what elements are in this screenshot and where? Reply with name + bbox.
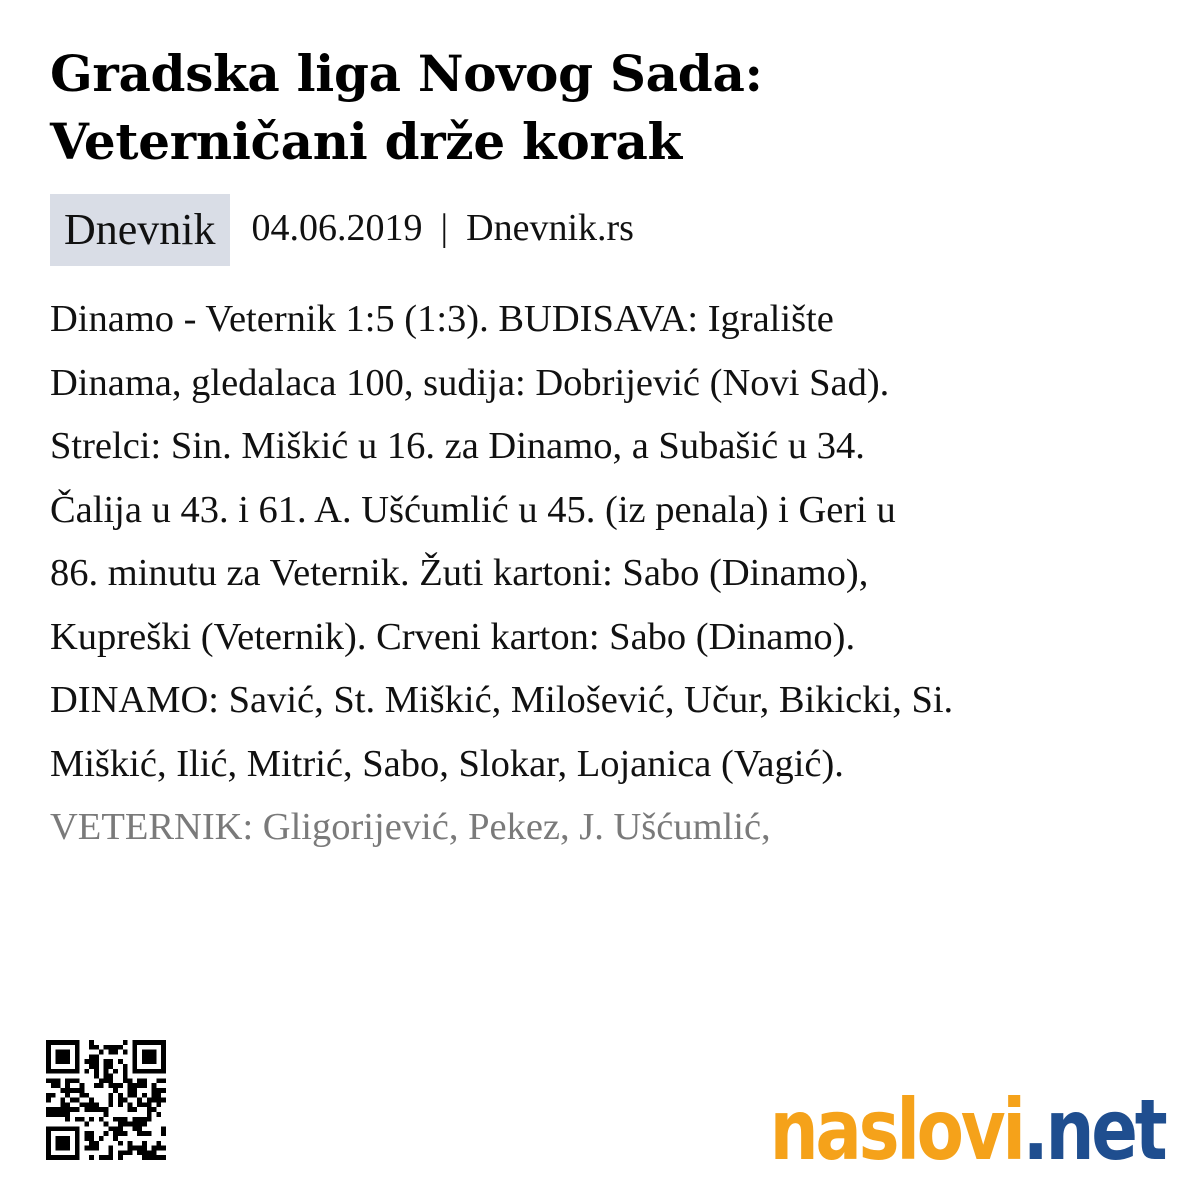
article-title-line-1: Gradska liga Novog Sada: bbox=[50, 44, 763, 103]
logo-text-net: .net bbox=[1022, 1081, 1164, 1179]
logo-text-naslovi: naslovi bbox=[769, 1081, 1023, 1179]
article-title bbox=[50, 40, 1160, 176]
body-line: 86. minutu za Veternik. Žuti kartoni: Sabo (Dinamo), bbox=[50, 552, 869, 594]
naslovi-logo[interactable] bbox=[769, 1062, 1164, 1179]
meta-info bbox=[252, 208, 634, 248]
body-line: Dinamo - Veternik 1:5 (1:3). BUDISAVA: Igralište bbox=[50, 298, 834, 340]
body-line: Kupreški (Veternik). Crveni karton: Sabo (Dinamo). bbox=[50, 615, 856, 658]
body-line: Dinama, gledalaca 100, sudija: Dobrijević (Novi Sad). bbox=[50, 361, 890, 404]
source-badge[interactable]: Dnevnik bbox=[50, 194, 230, 266]
body-line-faded: VETERNIK: Gligorijević, Pekez, J. Ušćumlić, bbox=[50, 806, 771, 848]
meta-separator: | bbox=[440, 207, 449, 249]
body-line: Strelci: Sin. Miškić u 16. za Dinamo, a Subašić u 34. bbox=[50, 425, 865, 467]
article-title-line-2: Veterničani drže korak bbox=[50, 112, 682, 171]
source-domain[interactable]: Dnevnik.rs bbox=[466, 207, 634, 249]
body-line: Miškić, Ilić, Mitrić, Sabo, Slokar, Lojanica (Vagić). bbox=[50, 742, 844, 785]
body-line: DINAMO: Savić, St. Miškić, Milošević, Učur, Bikicki, Si. bbox=[50, 679, 954, 721]
qr-code-icon[interactable] bbox=[46, 1040, 166, 1160]
article-card bbox=[50, 40, 1160, 860]
publish-date: 04.06.2019 bbox=[251, 207, 423, 249]
body-line: Čalija u 43. i 61. A. Ušćumlić u 45. (iz penala) i Geri u bbox=[50, 488, 896, 531]
article-meta bbox=[50, 194, 1160, 266]
article-body bbox=[50, 288, 1160, 860]
